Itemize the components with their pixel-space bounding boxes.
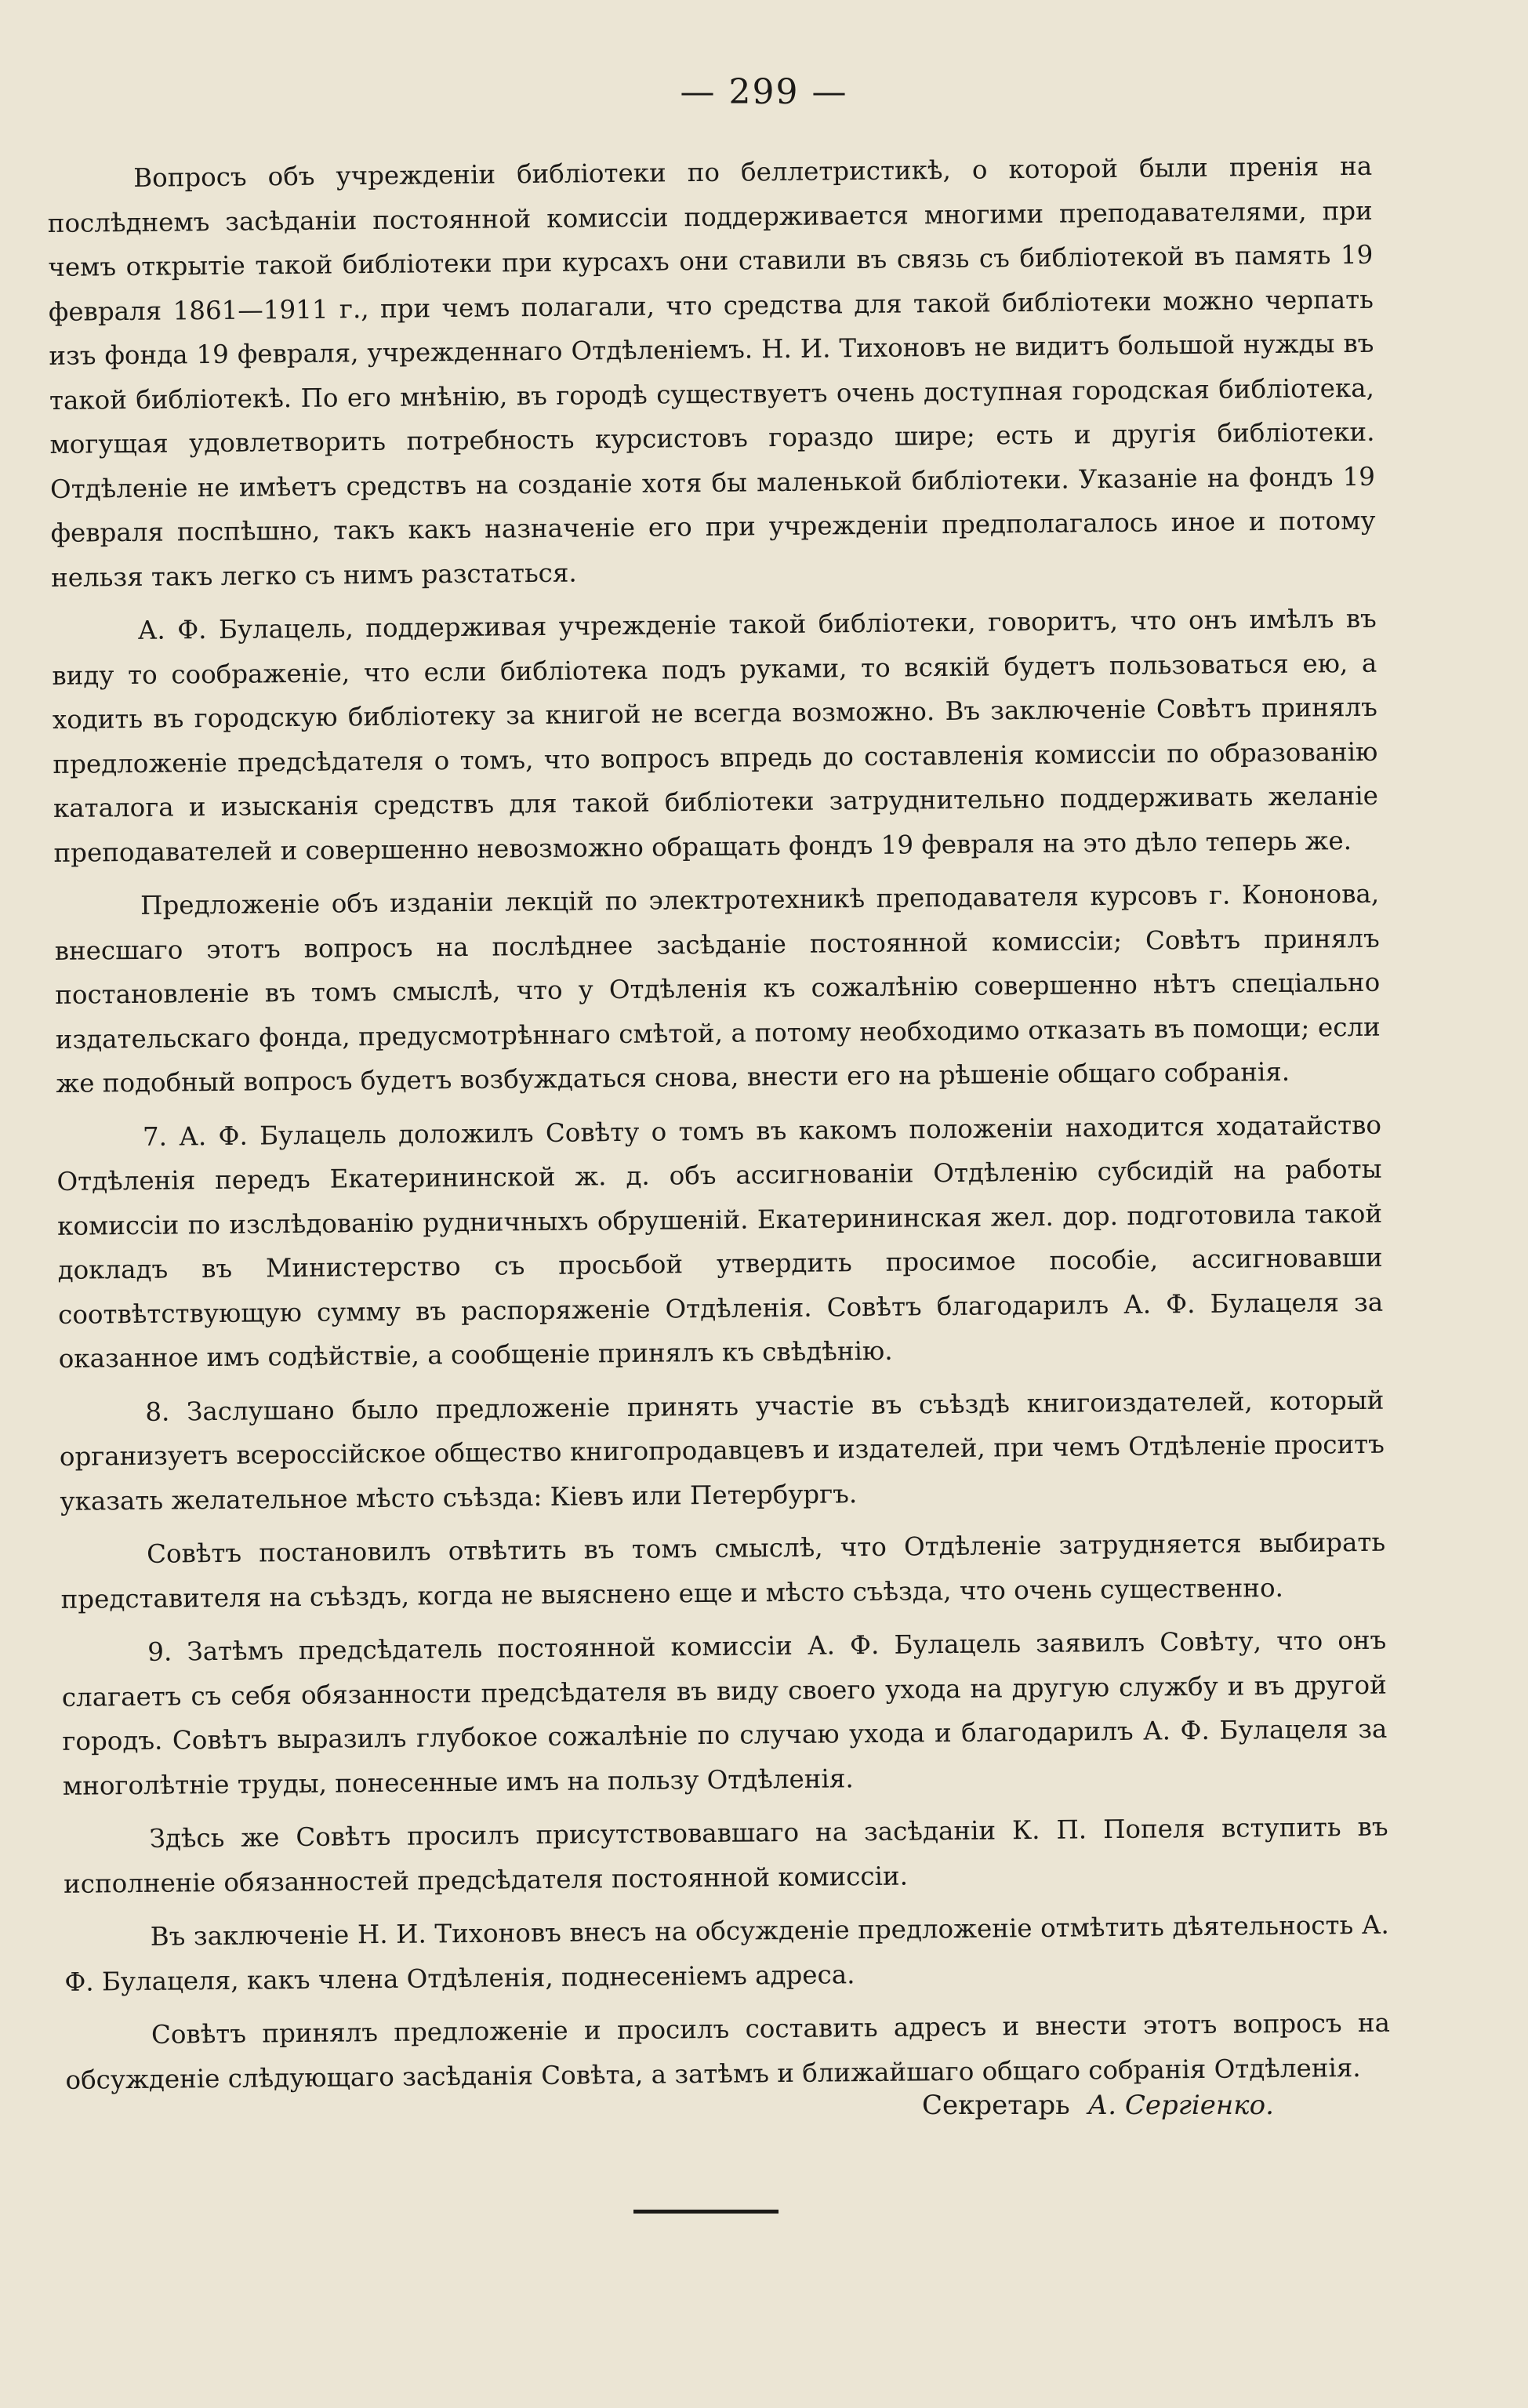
paragraph-item-8: 8. Заслушано было предложеніе принять участіе въ съѣздѣ книгоиздателей, который организуетъ всероссійское общество книгопродавцевъ и издателей, при чемъ Отдѣленіе проситъ указать желательное мѣсто съѣзда: Кіевъ или Петербургъ. — [59, 1385, 1385, 1516]
page-number: — 299 — — [680, 72, 848, 112]
paragraph-lectures-publication: Предложеніе объ изданіи лекцій по электротехникѣ преподавателя курсовъ г. Кононова, внесшаго этотъ вопросъ на послѣднее засѣданіе постоянной комиссіи; Совѣтъ принялъ постановленіе въ томъ смыслѣ, что у Отдѣленія къ сожалѣнію совершенно нѣтъ спеціально издательскаго фонда, предусмотрѣннаго смѣтой, а потому необходимо отказать въ помощи; если же подобный вопросъ будетъ возбуждаться снова, внести его на рѣшеніе общаго собранія. — [54, 878, 1381, 1099]
paragraph-popel-appointment: Здѣсь же Совѣтъ просилъ присутствовавшаго на засѣданіи К. П. Попеля вступить въ исполненіе обязанностей предсѣдателя постоянной комиссіи. — [63, 1811, 1388, 1899]
paragraph-library-question: Вопросъ объ учрежденіи библіотеки по беллетристикѣ, о которой были пренія на послѣднемъ засѣданіи постоянной комиссіи поддерживается многими преподавателями, при чемъ открытіе такой библіотеки при курсахъ они ставили въ связь съ библіотекой въ память 19 февраля 1861—1911 г., при чемъ полагали, что средства для такой библіотеки можно черпать изъ фонда 19 февраля, учрежденнаго Отдѣленіемъ. Н. И. Тихоновъ не видитъ большой нужды въ такой библіотекѣ. По его мнѣнію, въ городѣ существуетъ очень доступная городская библіотека, могущая удовлетворить потребность курсистовъ гораздо шире; есть и другія библіотеки. Отдѣленіе не имѣетъ средствъ на созданіе хотя бы маленькой библіотеки. Указаніе на фондъ 19 февраля поспѣшно, такъ какъ назначеніе его при учрежденіи предполагалось иное и потому нельзя такъ легко съ нимъ разстаться. — [47, 151, 1376, 593]
paragraph-tikhonov-proposal: Въ заключеніе Н. И. Тихоновъ внесъ на обсужденіе предложеніе отмѣтить дѣятельность А. Ф. Булацеля, какъ члена Отдѣленія, поднесеніемъ адреса. — [64, 1909, 1389, 1997]
signature-title: Секретарь — [922, 2090, 1070, 2121]
paragraph-item-9: 9. Затѣмъ предсѣдатель постоянной комиссіи А. Ф. Булацель заявилъ Совѣту, что онъ слагаетъ съ себя обязанности предсѣдателя въ виду своего ухода на другую службу и въ другой городъ. Совѣтъ выразилъ глубокое сожалѣніе по случаю ухода и благодарилъ А. Ф. Булацеля за многолѣтніе труды, понесенные имъ на пользу Отдѣленія. — [61, 1625, 1388, 1801]
body-text — [47, 144, 1391, 2112]
paragraph-bulatsel-library: А. Ф. Булацель, поддерживая учрежденіе такой библіотеки, говоритъ, что онъ имѣлъ въ виду то соображеніе, что если библіотека подъ руками, то всякій будетъ пользоваться ею, а ходить въ городскую библіотеку за книгой не всегда возможно. Въ заключеніе Совѣтъ принялъ предложеніе предсѣдателя о томъ, что вопросъ впредь до составленія комиссіи по образованію каталога и изысканія средствъ для такой библіотеки затруднительно поддерживать желаніе преподавателей и совершенно невозможно обращать фондъ 19 февраля на это дѣло теперь же. — [52, 603, 1379, 868]
signature — [922, 2090, 1274, 2121]
paragraph-congress-decision: Совѣтъ постановилъ отвѣтить въ томъ смыслѣ, что Отдѣленіе затрудняется выбирать представителя на съѣздъ, когда не выяснено еще и мѣсто съѣзда, что очень существенно. — [60, 1527, 1386, 1614]
signature-name: А. Сергіенко. — [1087, 2090, 1274, 2121]
paragraph-address-decision: Совѣтъ принялъ предложеніе и просилъ составить адресъ и внести этотъ вопросъ на обсужденіе слѣдующаго засѣданія Совѣта, а затѣмъ и ближайшаго общаго собранія Отдѣленія. — [65, 2007, 1391, 2095]
end-rule-divider — [633, 2210, 779, 2214]
paragraph-item-7: 7. А. Ф. Булацель доложилъ Совѣту о томъ въ какомъ положеніи находится ходатайство Отдѣленія передъ Екатерининской ж. д. объ ассигнованіи Отдѣленію субсидій на работы комиссіи по изслѣдованію рудничныхъ обрушеній. Екатерининская жел. дор. подготовила такой докладъ въ Министерство съ просьбой утвердить просимое пособіе, ассигновавши соотвѣтствующую сумму въ распоряженіе Отдѣленія. Совѣтъ благодарилъ А. Ф. Булацеля за оказанное имъ содѣйствіе, а сообщеніе принялъ къ свѣдѣнію. — [56, 1110, 1384, 1374]
